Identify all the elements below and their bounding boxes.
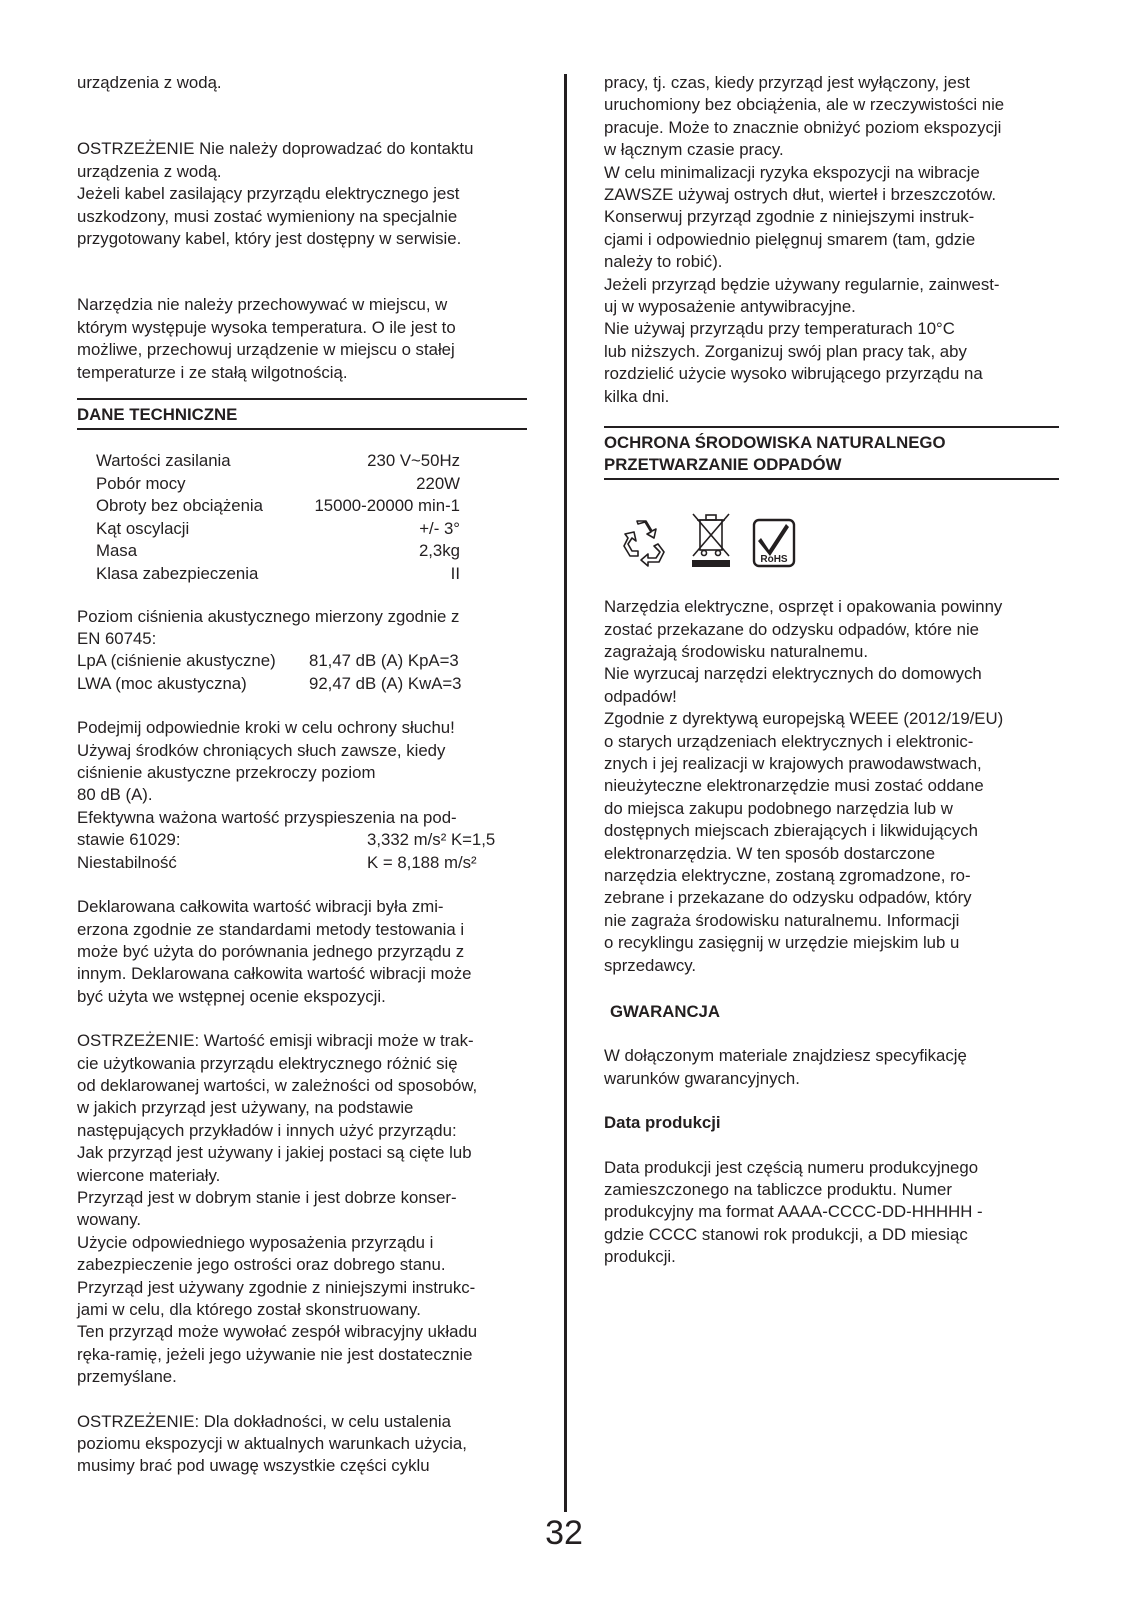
text-line: odpadów! (604, 686, 677, 706)
text-line: Data produkcji jest częścią numeru produkcyjnego (604, 1157, 979, 1177)
text-line: ZAWSZE używaj ostrych dłut, wierteł i brzeszczotów. (604, 185, 996, 205)
spec-label: Wartości zasilania (96, 451, 231, 471)
crossed-bin-icon (688, 510, 734, 568)
spec-table (96, 450, 460, 586)
text-line: pracuje. Może to znacznie obniżyć poziom ekspozycji (604, 117, 1002, 137)
text-line: cjami i odpowiednio pielęgnuj smarem (tam, gdzie (604, 229, 976, 249)
paragraph-water-warning (77, 138, 527, 250)
left-column (77, 72, 527, 1478)
text-line: pracy, tj. czas, kiedy przyrząd jest wyłączony, jest (604, 73, 970, 92)
spec-row (96, 518, 460, 541)
spec-row (96, 450, 460, 473)
paragraph-storage (77, 294, 527, 384)
value-label: LpA (ciśnienie akustyczne) (77, 651, 276, 671)
paragraph-continuation (77, 72, 527, 94)
right-column (604, 72, 1059, 1269)
text-line: PRZETWARZANIE ODPADÓW (604, 455, 842, 475)
value-row (77, 852, 527, 874)
text-line: Ten przyrząd może wywołać zespół wibracyjny układu (77, 1322, 478, 1342)
value-label: stawie 61029: (77, 830, 181, 850)
page-number: 32 (545, 1514, 583, 1552)
text-line: przemyślane. (77, 1367, 177, 1387)
text-line: o starych urządzeniach elektrycznych i elektronic- (604, 731, 974, 751)
spec-value: 2,3kg (418, 541, 460, 561)
text-line: uruchomiony bez obciążenia, ale w rzeczywistości nie (604, 95, 1005, 115)
paragraph-declared-vibration (77, 896, 527, 1008)
disposal-icons (618, 506, 1059, 568)
text-line: ciśnienie akustyczne przekroczy poziom (77, 763, 376, 783)
text-line: do miejsca zakupu podobnego narzędzia lub w (604, 798, 953, 818)
text-line: sprzedawcy. (604, 955, 697, 975)
rohs-label: RoHS (760, 554, 788, 566)
text-line: elektronarzędzia. W ten sposób dostarczone (604, 843, 936, 863)
text-line: Konserwuj przyrząd zgodnie z niniejszymi instruk- (604, 207, 975, 227)
spec-label: Pobór mocy (96, 473, 186, 493)
text-line: poziomu ekspozycji w aktualnych warunkach użycia, (77, 1434, 467, 1454)
heading-environment (604, 426, 1059, 480)
text-line: Używaj środków chroniących słuch zawsze, kiedy (77, 740, 446, 760)
text-line: OSTRZEŻENIE: Wartość emisji wibracji może w trak- (77, 1031, 474, 1051)
text-line: erzona zgodnie ze standardami metody testowania i (77, 919, 465, 939)
text-line: EN 60745: (77, 629, 157, 649)
paragraph-vibration-warning (77, 1030, 527, 1389)
text-line: od deklarowanej wartości, w zależności od sposobów, (77, 1075, 478, 1095)
text-line: Nie wyrzucaj narzędzi elektrycznych do domowych (604, 664, 982, 684)
spec-value: II (450, 564, 460, 584)
text-line: urządzenia z wodą. (77, 73, 222, 92)
value-row (77, 673, 527, 695)
value-row (77, 650, 527, 672)
value-row (77, 829, 527, 851)
paragraph-hearing (77, 717, 527, 829)
text-line: produkcyjny ma format AAAA-CCCC-DD-HHHHH - (604, 1202, 983, 1222)
spec-label: Klasa zabezpieczenia (96, 564, 259, 584)
text-line: zebrane i przekazane do odzysku odpadów, który (604, 888, 972, 908)
text-line: znych i jej realizacji w krajowych prawodawstwach, (604, 753, 982, 773)
text-line: 80 dB (A). (77, 785, 153, 805)
text-line: Zgodnie z dyrektywą europejską WEEE (2012/19/EU) (604, 709, 1004, 729)
text-line: dostępnych miejscach zbierających i likwidujących (604, 821, 979, 841)
column-divider (564, 74, 567, 1512)
spec-row (96, 473, 460, 496)
text-line: przygotowany kabel, który jest dostępny w serwisie. (77, 229, 462, 249)
text-line: lub niższych. Zorganizuj swój plan pracy tak, aby (604, 341, 967, 361)
spec-row (96, 540, 460, 563)
text-line: Użycie odpowiedniego wyposażenia przyrządu i (77, 1232, 434, 1252)
text-line: Jeżeli przyrząd będzie używany regularnie, zainwest- (604, 274, 1000, 294)
heading-warranty: GWARANCJA (610, 1002, 721, 1021)
rohs-icon (752, 518, 796, 568)
text-line: Narzędzia elektryczne, osprzęt i opakowania powinny (604, 597, 1003, 617)
spec-value: 230 V~50Hz (367, 451, 460, 471)
noise-values (77, 650, 527, 695)
spec-row (96, 495, 460, 518)
text-line: Przyrząd jest w dobrym stanie i jest dobrze konser- (77, 1187, 457, 1207)
text-line: następujących przykładów i innych użyć przyrządu: (77, 1120, 457, 1140)
text-line: Narzędzia nie należy przechowywać w miejscu, w (77, 295, 448, 315)
text-line: uszkodzony, musi zostać wymieniony na specjalnie (77, 206, 458, 226)
text-line: OCHRONA ŚRODOWISKA NATURALNEGO (604, 433, 946, 453)
text-line: kilka dni. (604, 386, 670, 406)
paragraph-waste-disposal (604, 596, 1059, 977)
spec-value: 15000-20000 min-1 (314, 496, 460, 516)
paragraph-noise-intro (77, 606, 527, 651)
text-line: warunków gwarancyjnych. (604, 1068, 800, 1088)
vibration-values (77, 829, 527, 874)
text-line: zamieszczonego na tabliczce produktu. Numer (604, 1180, 952, 1200)
text-line: zostać przekazane do odzysku odpadów, które nie (604, 619, 980, 639)
text-line: narzędzia elektryczne, zostaną zgromadzone, ro- (604, 865, 971, 885)
value-label: Niestabilność (77, 852, 177, 872)
paragraph-production-date (604, 1157, 1059, 1269)
text-line: zagrażają środowisku naturalnemu. (604, 641, 868, 661)
text-line: W celu minimalizacji ryzyka ekspozycji na wibracje (604, 162, 980, 182)
text-line: możliwe, przechowuj urządzenie w miejscu o stałej (77, 340, 455, 360)
text-line: o recyklingu zasięgnij w urzędzie miejskim lub u (604, 933, 960, 953)
text-line: cie użytkowania przyrządu elektrycznego różnić się (77, 1053, 458, 1073)
heading-production-date: Data produkcji (604, 1113, 721, 1133)
text-line: Efektywna ważona wartość przyspieszenia na pod- (77, 807, 457, 827)
text-line: należy to robić). (604, 252, 723, 272)
text-line: Podejmij odpowiednie kroki w celu ochrony słuchu! (77, 718, 455, 738)
text-line: Jeżeli kabel zasilający przyrządu elektrycznego jest (77, 184, 460, 204)
spec-label: Kąt oscylacji (96, 518, 190, 538)
text-line: produkcji. (604, 1247, 676, 1267)
spec-label: Obroty bez obciążenia (96, 496, 263, 516)
text-line: może być użyta do porównania jednego przyrządu z (77, 941, 465, 961)
spec-label: Masa (96, 541, 138, 561)
value-text: 3,332 m/s² K=1,5 (367, 830, 496, 850)
text-line: W dołączonym materiale znajdziesz specyfikację (604, 1046, 967, 1066)
paragraph-work-cycle (604, 72, 1059, 408)
text-line: jami w celu, dla którego został skonstruowany. (77, 1300, 421, 1319)
text-line: w jakich przyrząd jest używany, na podstawie (77, 1098, 414, 1118)
text-line: innym. Deklarowana całkowita wartość wibracji może (77, 964, 472, 984)
text-line: OSTRZEŻENIE Nie należy doprowadzać do kontaktu (77, 139, 474, 159)
text-line: którym występuje wysoka temperatura. O ile jest to (77, 317, 456, 337)
text-line: gdzie CCCC stanowi rok produkcji, a DD miesiąc (604, 1224, 968, 1244)
text-line: nie zagraża środowisku naturalnemu. Informacji (604, 910, 960, 930)
text-line: wiercone materiały. (77, 1165, 221, 1185)
text-line: uj w wyposażenie antywibracyjne. (604, 297, 856, 317)
text-line: rozdzielić użycie wysoko wibrującego przyrządu na (604, 364, 983, 384)
recycle-icon (618, 516, 670, 568)
text-line: zabezpieczenie jego ostrości oraz dobrego stanu. (77, 1255, 446, 1275)
text-line: OSTRZEŻENIE: Dla dokładności, w celu ustalenia (77, 1411, 451, 1431)
text-line: Deklarowana całkowita wartość wibracji była zmi- (77, 897, 444, 917)
paragraph-warranty (604, 1045, 1059, 1090)
text-line: być użyta we wstępnej ocenie ekspozycji. (77, 986, 386, 1006)
heading-tech-data: DANE TECHNICZNE (77, 398, 527, 430)
text-line: ręka-ramię, jeżeli jego używanie nie jest dostatecznie (77, 1344, 473, 1364)
value-text: 81,47 dB (A) KpA=3 (309, 651, 459, 671)
text-line: musimy brać pod uwagę wszystkie części cyklu (77, 1456, 430, 1476)
spec-value: +/- 3° (419, 518, 460, 538)
value-text: K = 8,188 m/s² (367, 852, 477, 872)
text-line: w łącznym czasie pracy. (604, 140, 784, 160)
text-line: Przyrząd jest używany zgodnie z niniejszymi instrukc- (77, 1277, 476, 1297)
text-line: Jak przyrząd jest używany i jakiej postaci są cięte lub (77, 1143, 472, 1163)
paragraph-exposure-warning (77, 1411, 527, 1478)
text-line: Poziom ciśnienia akustycznego mierzony zgodnie z (77, 606, 460, 626)
value-label: LWA (moc akustyczna) (77, 673, 247, 693)
text-line: urządzenia z wodą. (77, 161, 222, 181)
text-line: Nie używaj przyrządu przy temperaturach 10°C (604, 319, 955, 339)
text-line: temperaturze i ze stałą wilgotnością. (77, 362, 348, 382)
value-text: 92,47 dB (A) KwA=3 (309, 673, 462, 693)
spec-value: 220W (416, 473, 460, 493)
text-line: wowany. (77, 1210, 142, 1230)
spec-row (96, 563, 460, 586)
text-line: nieużyteczne elektronarzędzie musi zostać oddane (604, 776, 984, 796)
